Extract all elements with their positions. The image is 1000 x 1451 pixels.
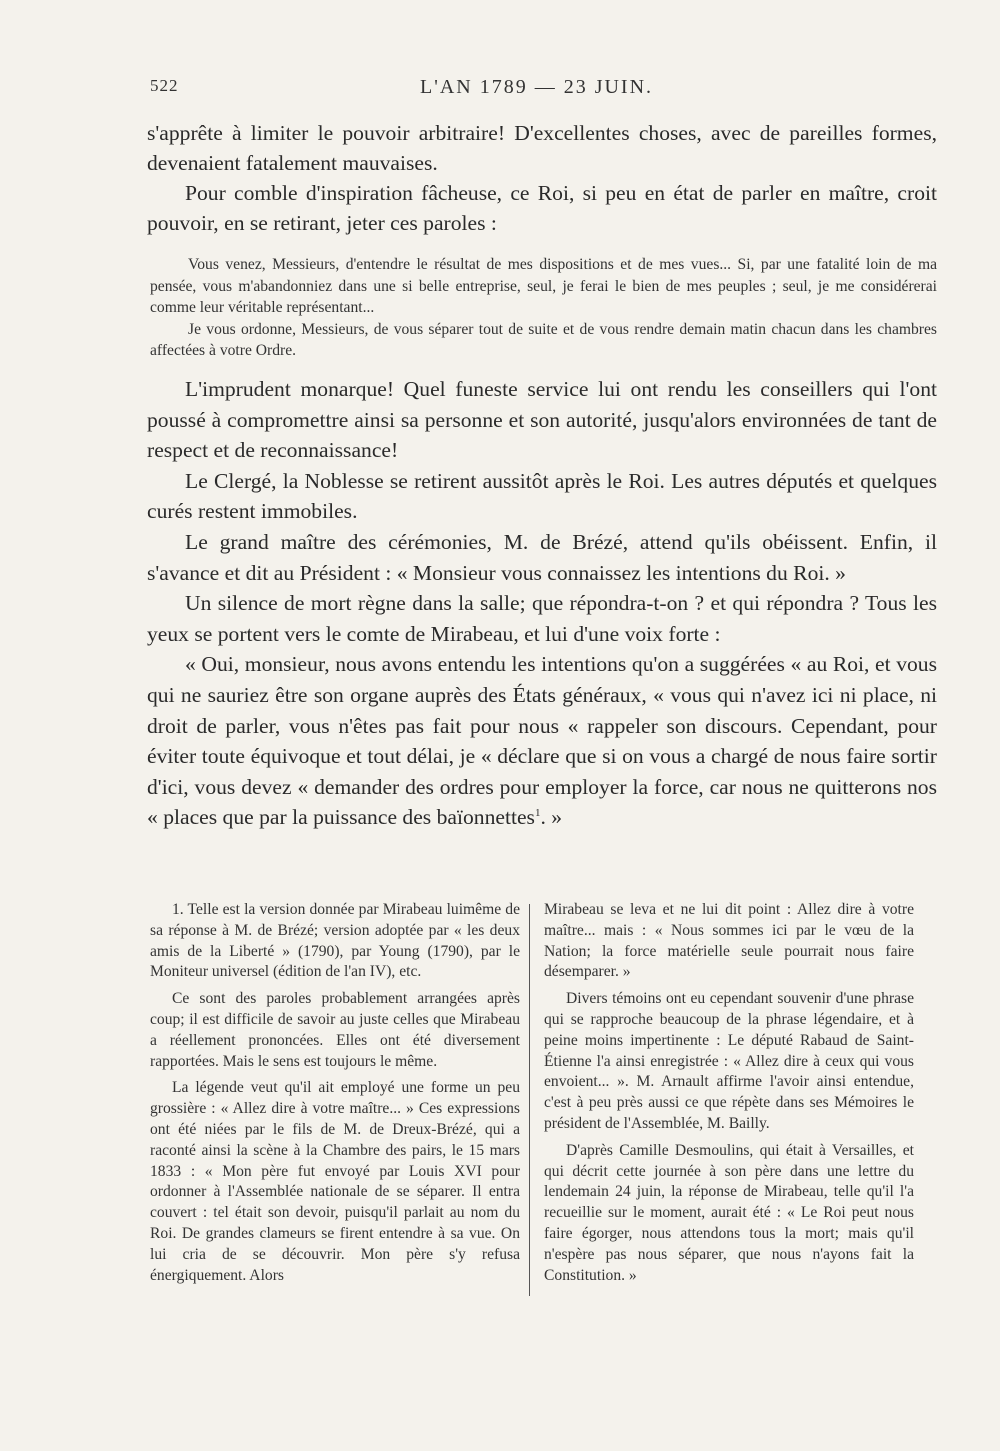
footnote-paragraph: 1. Telle est la version donnée par Mirabeau luimême de sa réponse à M. de Brézé; version adoptée par « les deux amis de la Liberté » (1790), par Young (1790), par le Moniteur universel (édition de l'an IV), etc. [150, 901, 520, 981]
main-text-top [147, 118, 937, 238]
footnote-column-right [544, 900, 914, 1292]
footnote-paragraph: Ce sont des paroles probablement arrangées après coup; il est difficile de savoir au juste celles que Mirabeau a réellement prononcées. Elles ont été diversement rapportées. Mais le sens est toujours le même. [150, 990, 520, 1070]
quotation-paragraph: Vous venez, Messieurs, d'entendre le résultat de mes dispositions et de mes vues... Si, par une fatalité loin de ma pensée, vous m'abandonniez dans une si belle entreprise, seul, je ferai le bien de mes peuples ; seul, je me considérerai comme leur véritable représentant... [150, 256, 937, 316]
footnote-paragraph: Divers témoins ont eu cependant souvenir d'une phrase qui se rapproche beaucoup de la phrase légendaire, et à peine moins impertinente : Le député Rabaud de Saint-Étienne l'a ainsi enregistrée : « Allez dire à ceux qui vous envoient... ». M. Arnault affirme l'avoir ainsi entendue, c'est à peu près aussi ce que répète dans ses Mémoires le président de l'Assemblée, M. Bailly. [544, 990, 914, 1132]
paragraph: Le Clergé, la Noblesse se retirent aussitôt après le Roi. Les autres députés et quelques curés restent immobiles. [147, 468, 937, 524]
footnote-paragraph: La légende veut qu'il ait employé une forme un peu grossière : « Allez dire à votre maître... » Ces expressions ont été niées par le fils de M. de Dreux-Brézé, qui a raconté ainsi la scène à la Chambre des pairs, le 15 mars 1833 : « Mon père fut envoyé par Louis XVI pour ordonner à l'Assemblée nationale de se séparer. Il entra couvert : tel était son devoir, puisqu'il parlait au nom du Roi. De grandes clameurs se firent entendre à sa vue. On lui cria de se découvrir. Mon père s'y refusa énergiquement. Alors [150, 1079, 520, 1284]
mirabeau-reply-text: « Oui, monsieur, nous avons entendu les intentions qu'on a suggérées « au Roi, et vous qui ne sauriez être son organe auprès des États généraux, « vous qui n'avez ici ni place, ni droit de parler, vous n'êtes pas fait pour nous « rappeler son discours. Cependant, pour éviter toute équivoque et tout délai, je « déclare que si on vous a chargé de nous faire sortir d'ici, vous devez « demander des ordres pour employer la force, car nous ne quitterons nos « places que par la puissance des baïonnettes [147, 652, 937, 830]
mirabeau-reply [147, 649, 937, 833]
paragraph: Pour comble d'inspiration fâcheuse, ce Roi, si peu en état de parler en maître, croit pouvoir, en se retirant, jeter ces paroles : [147, 181, 937, 235]
king-quotation [150, 254, 937, 362]
page-header [150, 76, 940, 106]
mirabeau-reply-end: . » [540, 805, 563, 830]
quotation-paragraph: Je vous ordonne, Messieurs, de vous séparer tout de suite et de vous rendre demain matin chacun dans les chambres affectées à votre Ordre. [150, 320, 937, 359]
paragraph: L'imprudent monarque! Quel funeste service lui ont rendu les conseillers qui l'ont poussé à compromettre ainsi sa personne et son autorité, jusqu'alors environnées de tant de respect et de reconnaissance! [147, 377, 937, 463]
footnotes [150, 900, 935, 1300]
column-divider [529, 904, 530, 1296]
paragraph: s'apprête à limiter le pouvoir arbitraire! D'excellentes choses, avec de pareilles formes, devenaient fatalement mauvaises. [147, 121, 937, 175]
footnote-paragraph: D'après Camille Desmoulins, qui était à Versailles, et qui décrit cette journée à son père dans une lettre du lendemain 24 juin, la réponse de Mirabeau, telle qu'il l'a recueillie sur le moment, aurait été : « Le Roi peut nous faire égorger, nous attendons tous la mort; mais qu'il n'espère pas nous séparer, que nous n'ayons fait la Constitution. » [544, 1141, 914, 1284]
footnote-column-left [150, 900, 520, 1292]
footnote-marker: 1 [534, 807, 541, 820]
paragraph: Un silence de mort règne dans la salle; que répondra-t-on ? et qui répondra ? Tous les yeux se portent vers le comte de Mirabeau, et lui d'une voix forte : [147, 591, 937, 646]
paragraph: Le grand maître des cérémonies, M. de Brézé, attend qu'ils obéissent. Enfin, il s'avance et dit au Président : « Monsieur vous connaissez les intentions du Roi. » [147, 529, 937, 585]
running-head: L'AN 1789 — 23 JUIN. [420, 76, 654, 98]
footnote-paragraph: Mirabeau se leva et ne lui dit point : Allez dire à votre maître... mais : « Nous sommes ici par le vœu de la Nation; la force matérielle seule pourrait nous faire désemparer. » [544, 901, 914, 981]
main-text-body [147, 374, 937, 833]
page-number: 522 [150, 76, 179, 95]
